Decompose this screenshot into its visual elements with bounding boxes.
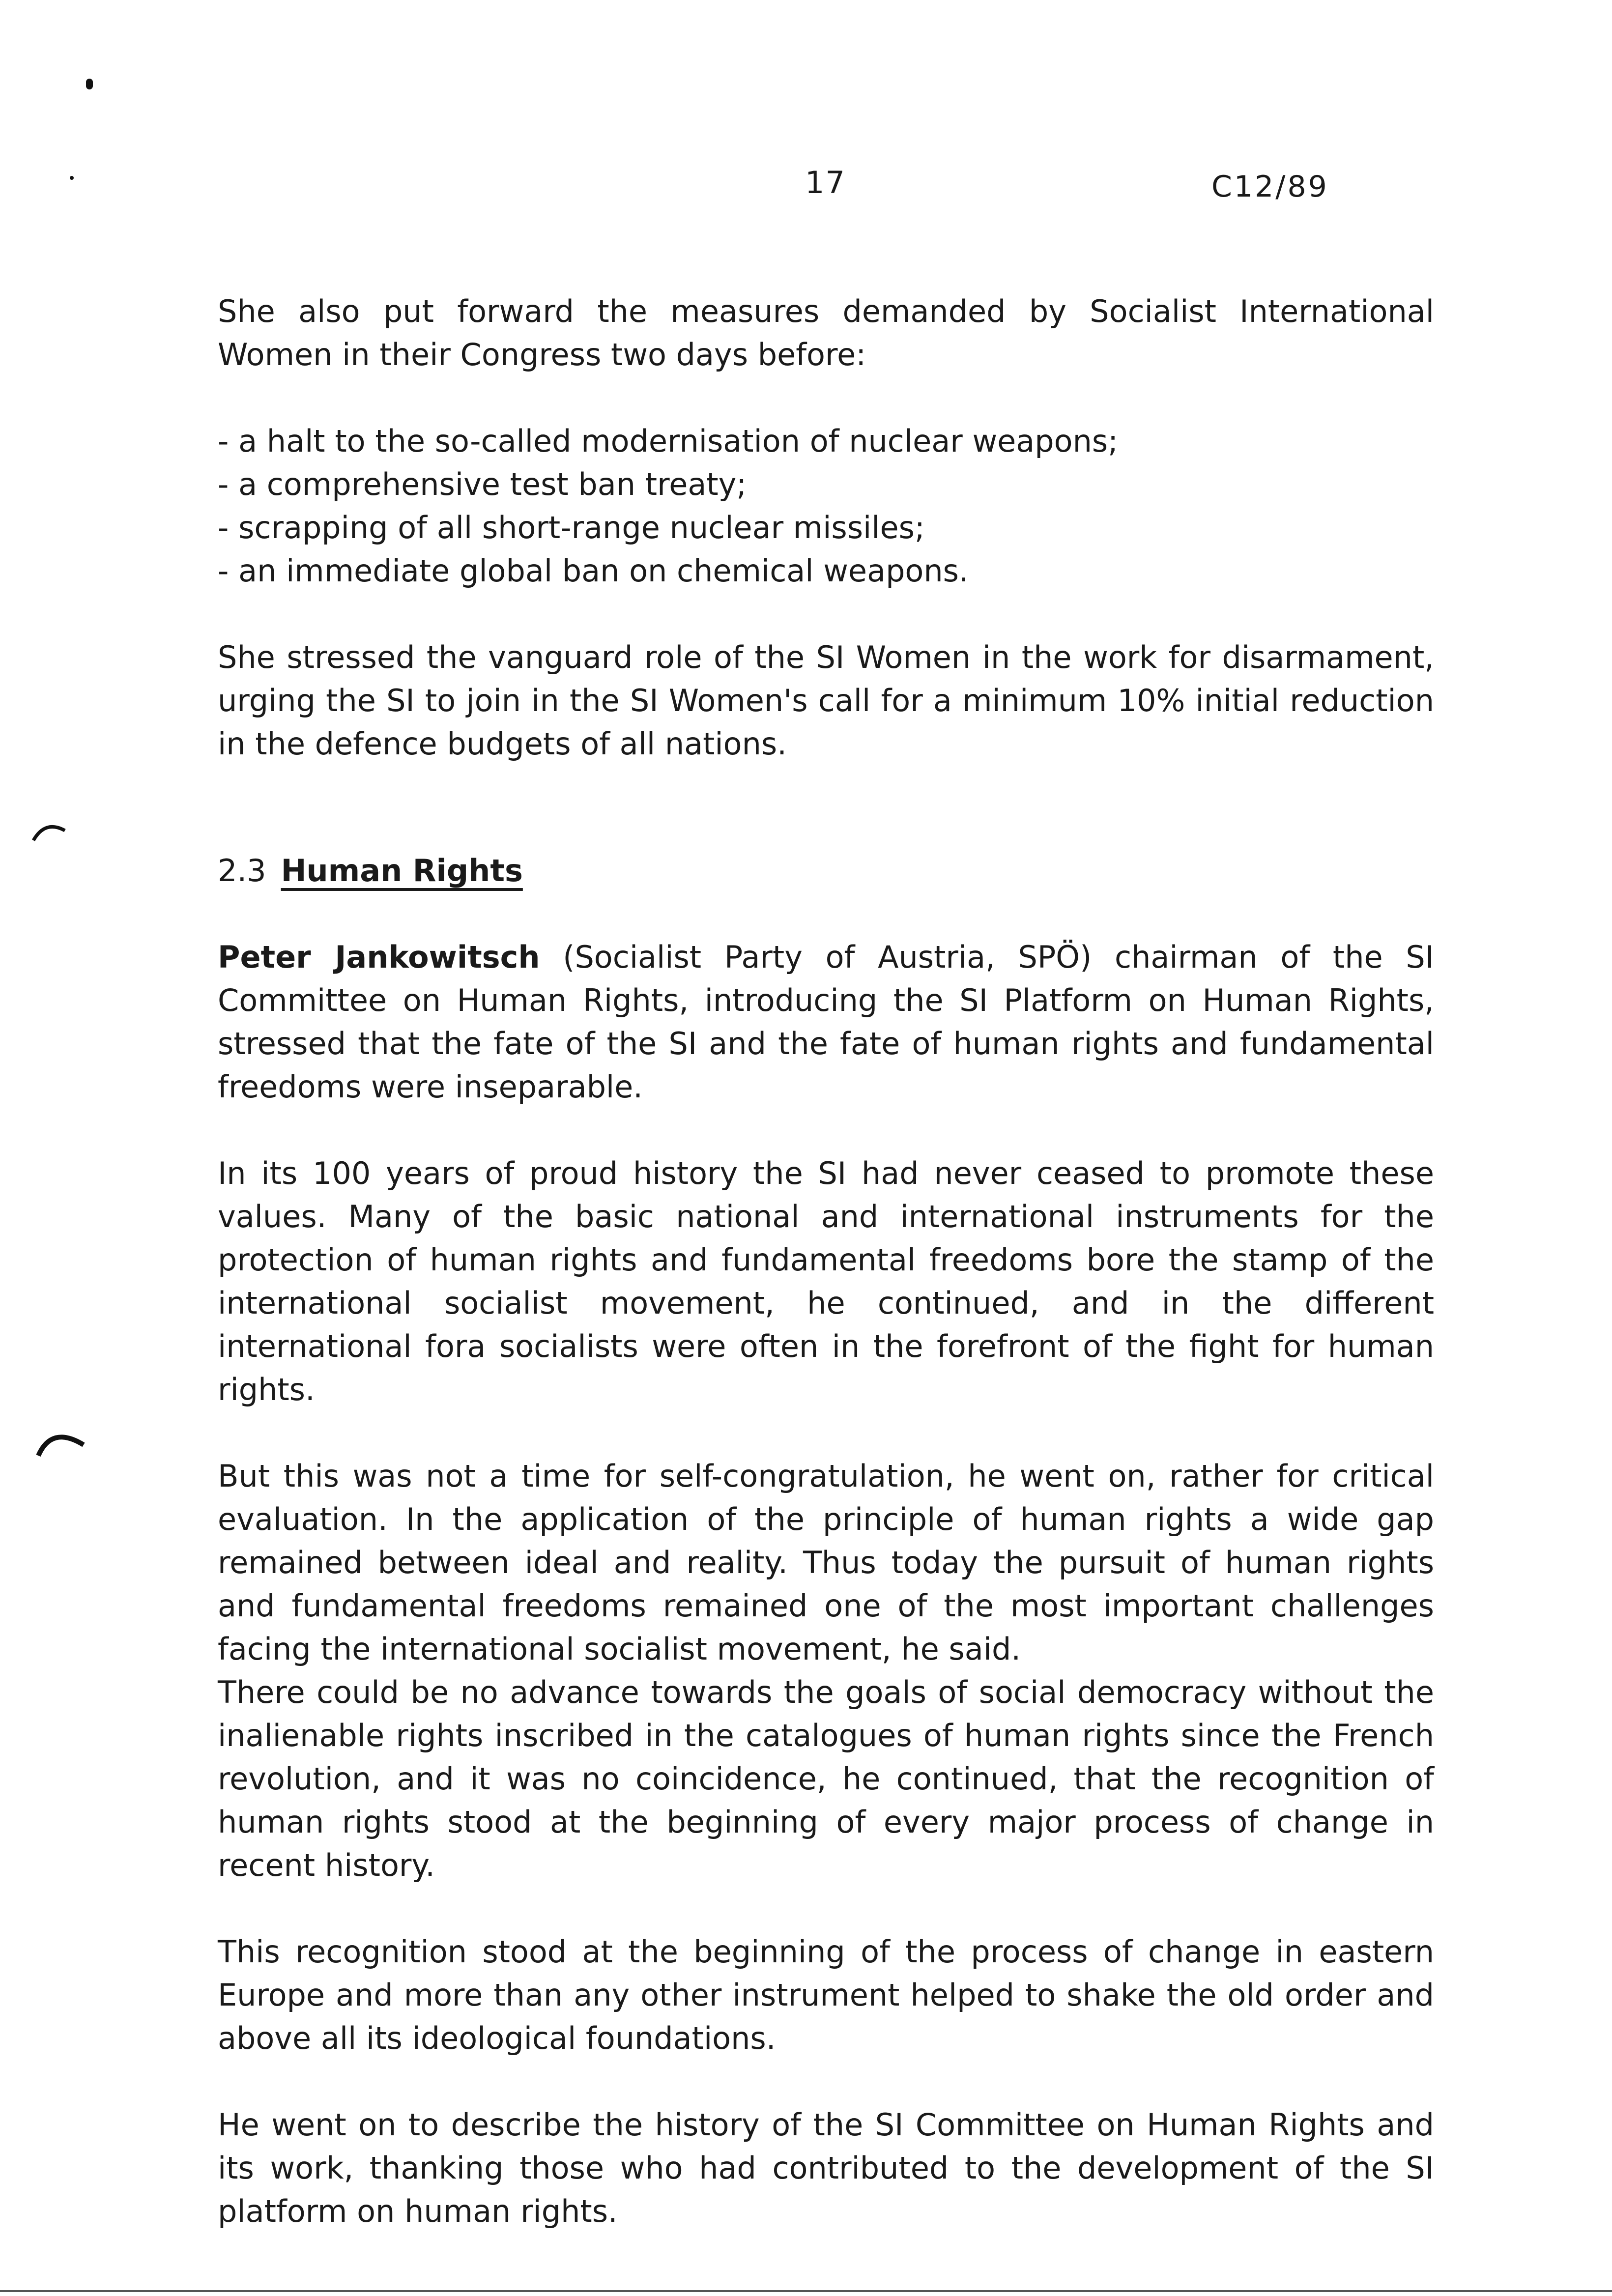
- list-item: - scrapping of all short-range nuclear missiles;: [218, 510, 925, 545]
- measures-list: [218, 420, 1434, 593]
- scan-mark-speck: [70, 176, 74, 180]
- page-bottom-edge: [0, 2290, 1612, 2292]
- scan-mark-dot: [86, 79, 93, 89]
- page-number: 17: [805, 165, 846, 201]
- section-title: Human Rights: [281, 853, 523, 889]
- history-paragraph: In its 100 years of proud history the SI had never ceased to promote these values. Many of the basic national and international instruments for the protection of human rights and fundamental freedoms bore the stamp of the international socialist movement, he continued, and in the different international fora socialists were often in the forefront of the fight for human rights.: [218, 1155, 1434, 1407]
- section-number: 2.3: [218, 853, 266, 889]
- section-heading: [218, 849, 1434, 892]
- speaker-paragraph: [218, 936, 1434, 1109]
- document-reference: C12/89: [1211, 170, 1329, 204]
- hole-punch-mark-lower: [34, 1425, 88, 1460]
- hole-punch-mark-upper: [30, 816, 80, 845]
- eastern-europe-paragraph: This recognition stood at the beginning of the process of change in eastern Europe and more than any other instrument helped to shake the old order and above all its ideological foundations.: [218, 1934, 1434, 2056]
- document-body: [218, 290, 1434, 2233]
- list-item: - a halt to the so-called modernisation of nuclear weapons;: [218, 423, 1119, 459]
- rights-paragraph: There could be no advance towards the goals of social democracy without the inalienable rights inscribed in the catalogues of human rights since the French revolution, and it was no coincidence, he continued, that the recognition of human rights stood at the beginning of every major process of change in recent history.: [218, 1674, 1434, 1883]
- list-item: - an immediate global ban on chemical weapons.: [218, 553, 969, 589]
- stress-paragraph: She stressed the vanguard role of the SI Women in the work for disarmament, urging the SI to join in the SI Women's call for a minimum 10% initial reduction in the defence budgets of all nations.: [218, 639, 1434, 762]
- list-item: - a comprehensive test ban treaty;: [218, 466, 747, 502]
- intro-paragraph: She also put forward the measures demanded by Socialist International Women in their Congress two days before:: [218, 293, 1434, 373]
- evaluation-paragraph: But this was not a time for self-congratulation, he went on, rather for critical evaluation. In the application of the principle of human rights a wide gap remained between ideal and reality. Thus today the pursuit of human rights and fundamental freedoms remained one of the most important challenges facing the international socialist movement, he said.: [218, 1458, 1434, 1667]
- speaker-name: Peter Jankowitsch: [218, 939, 540, 975]
- speaker-intro: (Socialist Party of Austria, SPÖ) chairman of the SI Committee on Human Rights, introducing the SI Platform on Human Rights, stressed that the fate of the SI and the fate of human rights and fundamental freedoms were inseparable.: [218, 939, 1434, 1105]
- committee-paragraph: He went on to describe the history of the SI Committee on Human Rights and its work, thanking those who had contributed to the development of the SI platform on human rights.: [218, 2107, 1434, 2229]
